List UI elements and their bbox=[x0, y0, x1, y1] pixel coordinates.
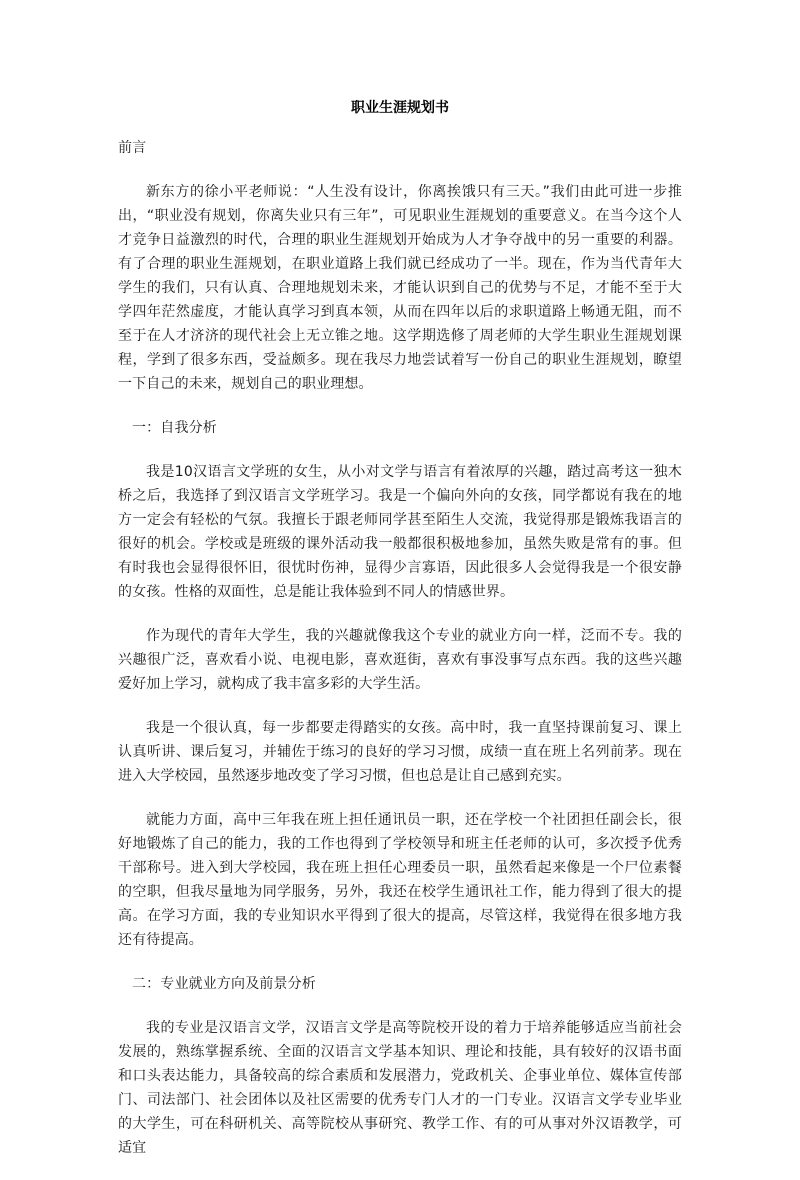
paragraph: 作为现代的青年大学生，我的兴趣就像我这个专业的就业方向一样，泛而不专。我的兴趣很广泛，喜欢看小说、电视电影，喜欢逛街，喜欢有事没事写点东西。我的这些兴趣爱好加上学习，就构成了我丰富多彩的大学生活。 bbox=[118, 628, 682, 692]
paragraph: 就能力方面，高中三年我在班上担任通讯员一职，还在学校一个社团担任副会长，很好地锻炼了自己的能力，我的工作也得到了学校领导和班主任老师的认可，多次授予优秀干部称号。进入到大学校园，我在班上担任心理委员一职，虽然看起来像是一个尸位素餐的空职，但我尽量地为同学服务，另外，我还在校学生通讯社工作，能力得到了很大的提高。在学习方面，我的专业知识水平得到了很大的提高，尽管这样，我觉得在很多地方我还有待提高。 bbox=[118, 812, 682, 948]
section-heading-career-prospects: 二：专业就业方向及前景分析 bbox=[132, 976, 316, 992]
section-heading-self-analysis: 一：自我分析 bbox=[132, 420, 217, 436]
document-title: 职业生涯规划书 bbox=[351, 100, 449, 116]
paragraph: 我的专业是汉语言文学，汉语言文学是高等院校开设的着力于培养能够适应当前社会发展的，熟练掌握系统、全面的汉语言文学基本知识、理论和技能，具有较好的汉语书面和口头表达能力，具备较高的综合素质和发展潜力，党政机关、企事业单位、媒体宣传部门、司法部门、社会团体以及社区需要的优秀专门人才的一门专业。汉语言文学专业毕业的大学生，可在科研机关、高等院校从事研究、教学工作、有的可从事对外汉语教学，可适宜 bbox=[118, 1020, 682, 1156]
document-body bbox=[118, 136, 682, 1180]
paragraph: 我是一个很认真，每一步都要走得踏实的女孩。高中时，我一直坚持课前复习、课上认真听讲、课后复习，并辅佐于练习的良好的学习习惯，成绩一直在班上名列前茅。现在进入大学校园，虽然逐步地改变了学习习惯，但也总是让自己感到充实。 bbox=[118, 720, 682, 784]
paragraph: 我是10汉语言文学班的女生，从小对文学与语言有着浓厚的兴趣，踏过高考这一独木桥之后，我选择了到汉语言文学班学习。我是一个偏向外向的女孩，同学都说有我在的地方一定会有轻松的气氛。我擅长于跟老师同学甚至陌生人交流，我觉得那是锻炼我语言的很好的机会。学校或是班级的课外活动我一般都很积极地参加，虽然失败是常有的事。但有时我也会显得很怀旧，很忧时伤神，显得少言寡语，因此很多人会觉得我是一个很安静的女孩。性格的双面性，总是能让我体验到不同人的情感世界。 bbox=[118, 464, 682, 600]
preface-heading: 前言 bbox=[118, 140, 147, 156]
preface-paragraph: 新东方的徐小平老师说：“人生没有设计，你离挨饿只有三天。”我们由此可进一步推出，“职业没有规划，你离失业只有三年”，可见职业生涯规划的重要意义。在当今这个人才竞争日益激烈的时代，合理的职业生涯规划开始成为人才争夺战中的另一重要的利器。有了合理的职业生涯规划，在职业道路上我们就已经成功了一半。现在，作为当代青年大学生的我们，只有认真、合理地规划未来，才能认识到自己的优势与不足，才能不至于大学四年茫然虚度，才能认真学习到真本领，从而在四年以后的求职道路上畅通无阻，而不至于在人才济济的现代社会上无立锥之地。这学期选修了周老师的大学生职业生涯规划课程，学到了很多东西，受益颇多。现在我尽力地尝试着写一份自己的职业生涯规划，瞭望一下自己的未来，规划自己的职业理想。 bbox=[118, 184, 682, 392]
